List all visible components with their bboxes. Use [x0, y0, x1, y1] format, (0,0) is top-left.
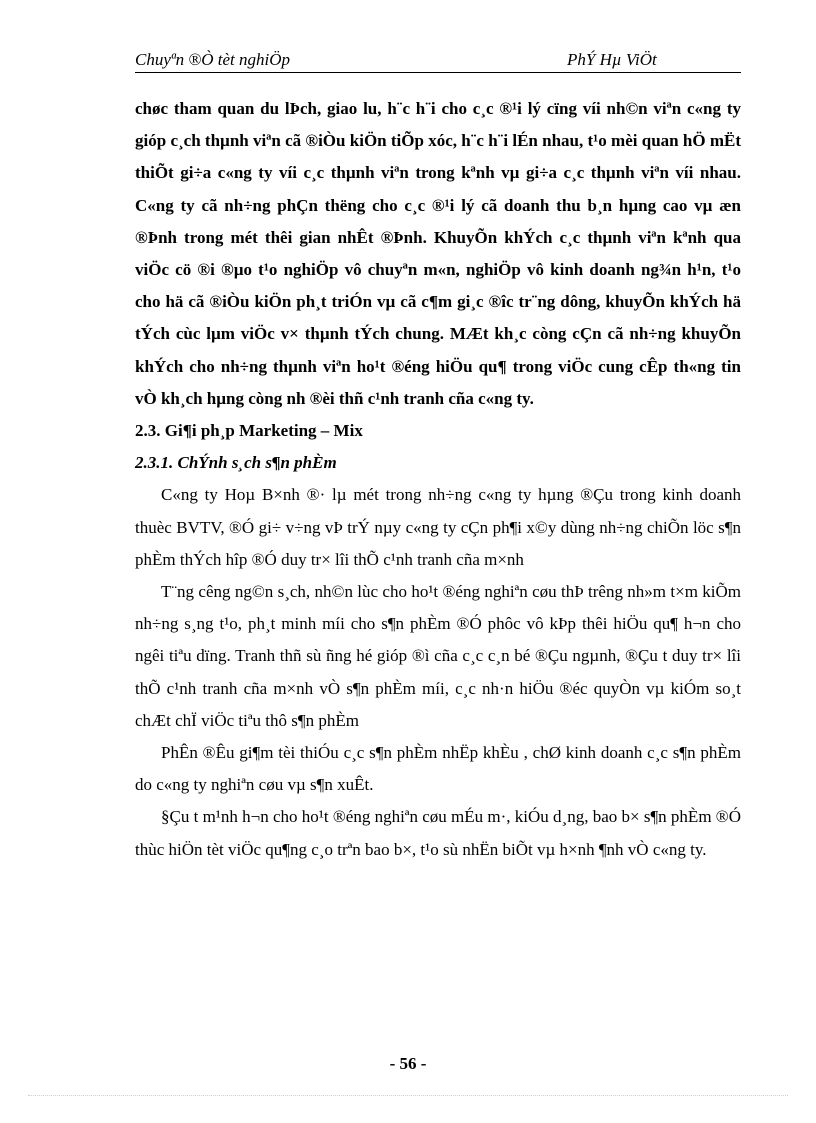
paragraph-company-position: C«ng ty Hoµ B×nh ®· lµ mét trong nh÷ng c«ng ty hµng ®Çu trong kinh doanh thuèc BVTV, ®Ó gi÷ v÷ng vÞ trÝ nµy c«ng ty cÇn ph¶i x©y dùng nh÷ng chiÕn löc s¶n phÈm thÝch hîp ®Ó duy tr× lîi thÕ c¹nh tranh cña m×nh — [135, 485, 741, 569]
header-author-name: PhÝ Hµ ViÖt — [567, 50, 657, 69]
paragraph-distribution-incentives: chøc tham quan du lÞch, giao lu, h¨c h¨i cho c¸c ®¹i lý cïng víi nh©n viªn c«ng ty gióp c¸ch thµnh viªn cã ®iÒu kiÖn tiÕp xóc, h¨c h¨i lÉn nhau, t¹o mèi quan hÖ mËt thiÕt gi÷a c«ng ty víi c¸c thµnh viªn trong kªnh vµ gi÷a c¸c thµnh viªn víi nhau. C«ng ty cã nh÷ng phÇn thëng cho c¸c ®¹i lý cã doanh thu b¸n hµng cao vµ æn ®Þnh trong mét thêi gian nhÊt ®Þnh. KhuyÕn khÝch c¸c thµnh viªn kªnh qua viÖc cö ®i ®µo t¹o nghiÖp vô chuyªn m«n, nghiÖp vô kinh doanh ng¾n h¹n, t¹o cho hä cã ®iÒu kiÖn ph¸t triÓn vµ cã c¶m gi¸c ®îc tr¨ng dông, khuyÕn khÝch hä tÝch cùc lµm viÖc v× thµnh tÝch chung. MÆt kh¸c còng cÇn cã nh÷ng khuyÕn khÝch cho nh÷ng thµnh viªn ho¹t ®éng hiÖu qu¶ trong viÖc cung cÊp th«ng tin vÒ kh¸ch hµng còng nh ®èi thñ c¹nh tranh cña c«ng ty. — [135, 99, 741, 408]
footer-divider — [28, 1095, 788, 1096]
paragraph-packaging-design: §Çu t m¹nh h¬n cho ho¹t ®éng nghiªn cøu mÉu m·, kiÓu d¸ng, bao b× s¶n phÈm ®Ó thùc hiÖn tèt viÖc qu¶ng c¸o trªn bao b×, t¹o sù nhËn biÕt vµ h×nh ¶nh vÒ c«ng ty. — [135, 807, 741, 859]
paragraph-research-investment: T¨ng cêng ng©n s¸ch, nh©n lùc cho ho¹t ®éng nghiªn cøu thÞ trêng nh»m t×m kiÕm nh÷ng s¸ng t¹o, ph¸t minh míi cho s¶n phÈm ®Ó phôc vô kÞp thêi hiÖu qu¶ h¬n cho ngêi tiªu dïng. Tranh thñ sù ñng hé gióp ®ì cña c¸c c¸n bé ®Çu ngµnh, ®Çu t duy tr× lîi thÕ c¹nh tranh cña m×nh vÒ s¶n phÈm míi, c¸c nh·n hiÖu ®éc quyÒn vµ kiÓm so¸t chÆt chÏ viÖc tiªu thô s¶n phÈm — [135, 582, 741, 730]
page-header — [135, 50, 741, 73]
header-document-title: Chuyªn ®Ò tèt nghiÖp — [135, 50, 291, 69]
section-heading-marketing-mix: 2.3. Gi¶i ph¸p Marketing – Mix — [135, 421, 363, 441]
subsection-heading-product-policy: 2.3.1. ChÝnh s¸ch s¶n phÈm — [135, 453, 337, 473]
document-body — [135, 93, 741, 866]
paragraph-reduce-imports: PhÊn ®Êu gi¶m tèi thiÓu c¸c s¶n phÈm nhËp khÈu , chØ kinh doanh c¸c s¶n phÈm do c«ng ty nghiªn cøu vµ s¶n xuÊt. — [135, 743, 741, 795]
page-number: - 56 - — [389, 1054, 427, 1073]
